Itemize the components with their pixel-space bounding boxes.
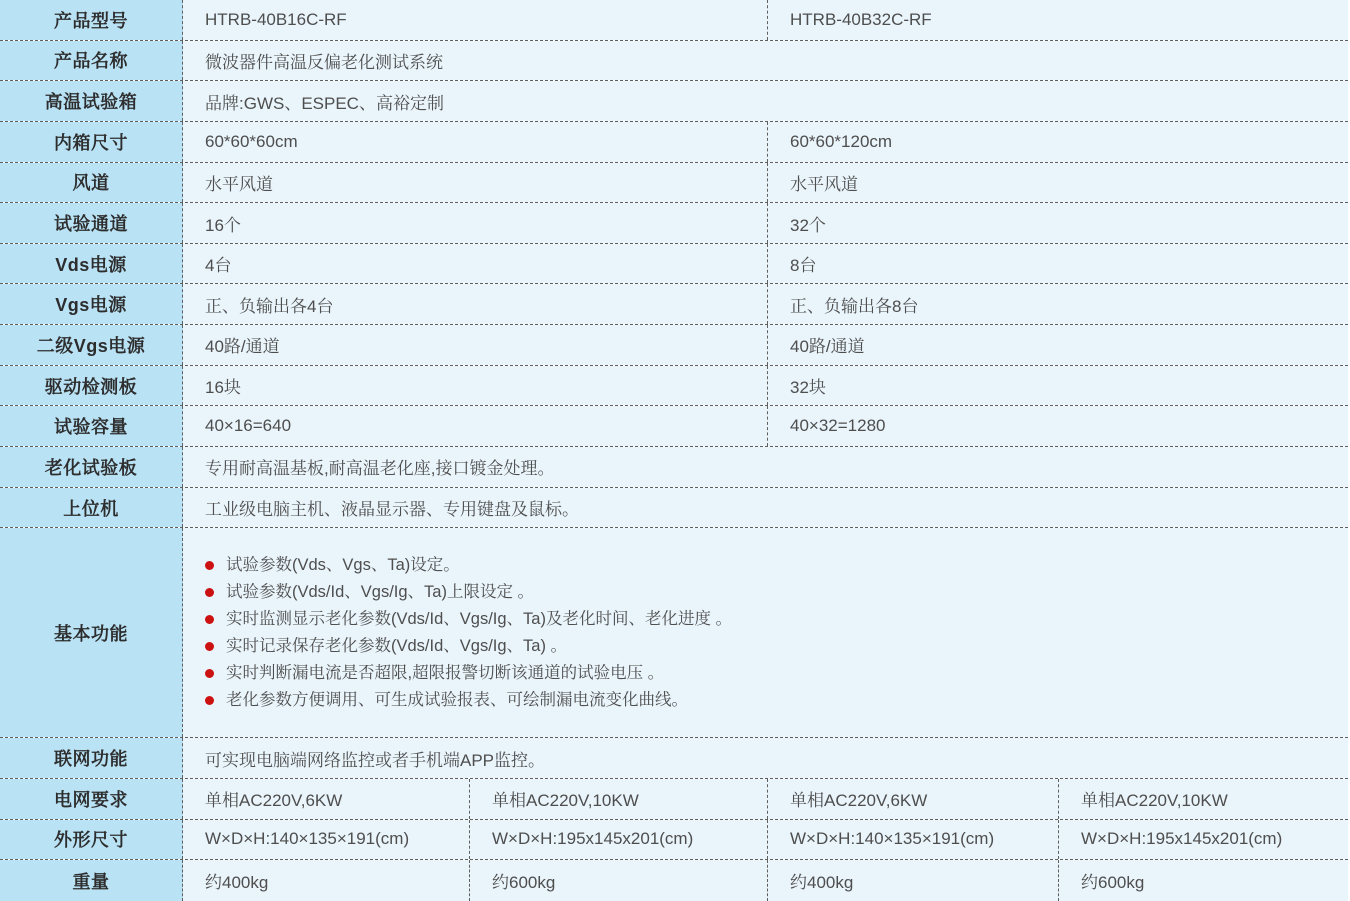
spec-value-cell: 16个 [183,203,768,243]
spec-value-cell: W×D×H:195x145x201(cm) [470,820,768,860]
bullet-icon [205,588,214,597]
table-row-airduct [0,163,1348,204]
row-label: 老化试验板 [0,447,183,487]
spec-value-cell: 16块 [183,366,768,406]
table-row-secondary-vgs [0,325,1348,366]
row-label: 联网功能 [0,738,183,778]
list-item-text: 试验参数(Vds、Vgs、Ta)设定。 [226,555,460,574]
list-item [205,660,1348,687]
basic-functions-list [183,528,1348,737]
spec-value-cell: 60*60*60cm [183,122,768,162]
spec-value-cell: HTRB-40B32C-RF [768,0,1348,40]
spec-value-cell: 32个 [768,203,1348,243]
spec-value-cell: 约600kg [470,860,768,901]
table-row-driver-boards [0,366,1348,407]
spec-value-cell: 40×32=1280 [768,406,1348,446]
list-item [205,687,1348,714]
bullet-icon [205,561,214,570]
table-row-product-model [0,0,1348,41]
row-label: 二级Vgs电源 [0,325,183,365]
spec-value-cell: W×D×H:140×135×191(cm) [183,820,470,860]
spec-value-cell: 约400kg [183,860,470,901]
list-item-text: 实时记录保存老化参数(Vds/Id、Vgs/Ig、Ta) 。 [226,636,568,655]
table-row-capacity [0,406,1348,447]
list-item-text: 老化参数方便调用、可生成试验报表、可绘制漏电流变化曲线。 [226,690,688,709]
row-label: 驱动检测板 [0,366,183,406]
table-row-vds-power [0,244,1348,285]
row-label: 试验通道 [0,203,183,243]
table-row-inner-size [0,122,1348,163]
list-item-text: 试验参数(Vds/Id、Vgs/Ig、Ta)上限设定 。 [226,582,535,601]
spec-value-cell: 可实现电脑端网络监控或者手机端APP监控。 [183,738,1348,778]
row-label: 内箱尺寸 [0,122,183,162]
list-item [205,606,1348,633]
spec-value-cell: 约600kg [1059,860,1348,901]
list-item [205,633,1348,660]
spec-value-cell: 32块 [768,366,1348,406]
row-label: 重量 [0,860,183,901]
spec-value-cell: 品牌:GWS、ESPEC、高裕定制 [183,81,1348,121]
row-label: 上位机 [0,488,183,528]
spec-value-cell: 40路/通道 [183,325,768,365]
table-row-network [0,738,1348,779]
spec-value-cell: 正、负输出各4台 [183,284,768,324]
spec-value-cell: HTRB-40B16C-RF [183,0,768,40]
row-label: 产品型号 [0,0,183,40]
table-row-host-computer [0,488,1348,529]
list-item-text: 实时监测显示老化参数(Vds/Id、Vgs/Ig、Ta)及老化时间、老化进度 。 [226,609,733,628]
spec-value-cell: W×D×H:140×135×191(cm) [768,820,1059,860]
spec-value-cell: 微波器件高温反偏老化测试系统 [183,41,1348,81]
row-label: Vgs电源 [0,284,183,324]
table-row-vgs-power [0,284,1348,325]
row-label: 产品名称 [0,41,183,81]
spec-value-cell: 40路/通道 [768,325,1348,365]
table-row-weight [0,860,1348,901]
spec-value-cell: 专用耐高温基板,耐高温老化座,接口镀金处理。 [183,447,1348,487]
spec-value-cell: 正、负输出各8台 [768,284,1348,324]
spec-value-cell: 水平风道 [768,163,1348,203]
spec-value-cell: 单相AC220V,6KW [183,779,470,819]
spec-value-cell: 单相AC220V,10KW [470,779,768,819]
spec-value-cell: 8台 [768,244,1348,284]
list-item-text: 实时判断漏电流是否超限,超限报警切断该通道的试验电压 。 [226,663,665,682]
row-label: Vds电源 [0,244,183,284]
table-row-chamber [0,81,1348,122]
bullet-icon [205,696,214,705]
list-item [205,552,1348,579]
spec-value-cell: 单相AC220V,10KW [1059,779,1348,819]
bullet-icon [205,642,214,651]
row-label: 基本功能 [0,528,183,737]
table-row-dimensions [0,820,1348,861]
table-row-aging-board [0,447,1348,488]
spec-value-cell: 约400kg [768,860,1059,901]
bullet-icon [205,669,214,678]
table-row-product-name [0,41,1348,82]
row-label: 高温试验箱 [0,81,183,121]
table-row-channels [0,203,1348,244]
bullet-icon [205,615,214,624]
list-item [205,579,1348,606]
row-label: 试验容量 [0,406,183,446]
spec-value-cell: 4台 [183,244,768,284]
row-label: 外形尺寸 [0,820,183,860]
spec-value-cell: 单相AC220V,6KW [768,779,1059,819]
spec-value-cell: 工业级电脑主机、液晶显示器、专用键盘及鼠标。 [183,488,1348,528]
spec-value-cell: 水平风道 [183,163,768,203]
row-label: 电网要求 [0,779,183,819]
table-row-power-requirement [0,779,1348,820]
spec-value-cell: 60*60*120cm [768,122,1348,162]
row-label: 风道 [0,163,183,203]
table-row-basic-functions [0,528,1348,738]
spec-value-cell: 40×16=640 [183,406,768,446]
spec-value-cell: W×D×H:195x145x201(cm) [1059,820,1348,860]
